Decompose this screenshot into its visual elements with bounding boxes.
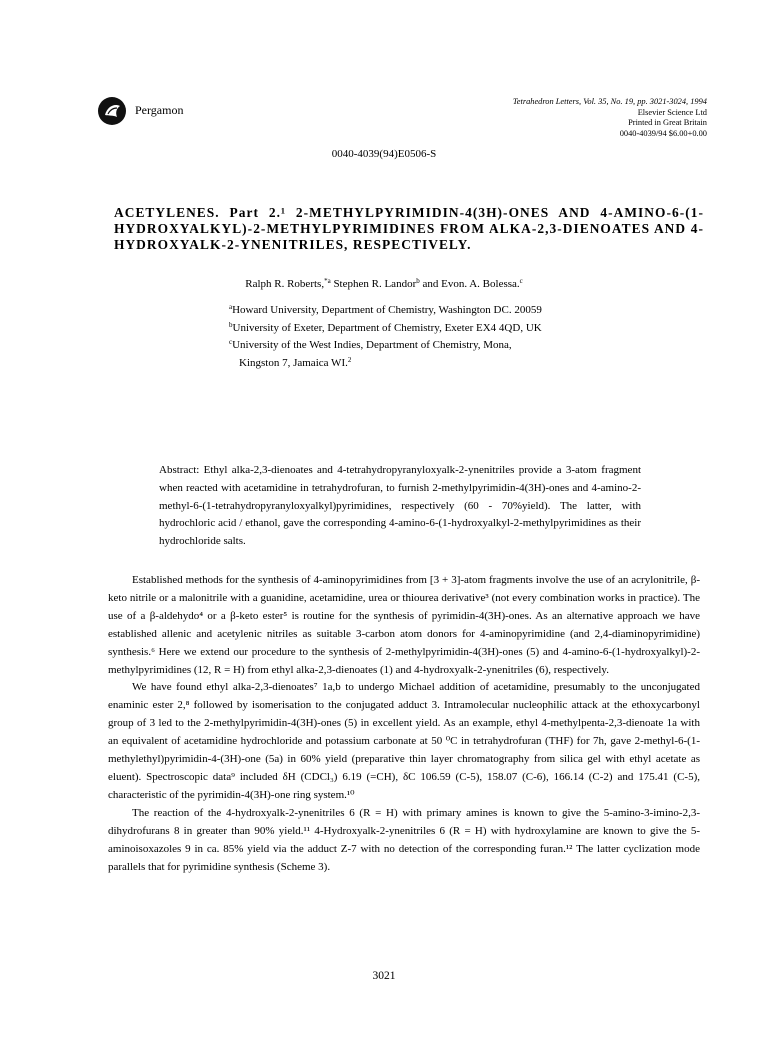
affiliation-c-line2 [229,355,542,373]
affiliation-b [229,320,542,338]
author-mark: b [416,277,420,285]
affiliation-c [229,337,542,355]
affiliation-text: Howard University, Department of Chemistry, Washington DC. 20059 [232,304,542,316]
page-number: 3021 [372,970,396,982]
paragraph: The reaction of the 4-hydroxyalk-2-ynenitriles 6 (R = H) with primary amines is known to give the 5-amino-3-imino-2,3-dihydrofurans 8 in greater than 90% yield.¹¹ 4-Hydroxyalk-2-ynenitriles 6 (R = H) with hydroxylamine are known to give the 5-aminoisoxazoles 9 in ca. 85% yield via the adduct Z-7 with no detection of the corresponding furan.¹² The latter cyclization mode parallels that for pyrimidine synthesis (Scheme 3). [108,806,700,873]
journal-citation [387,97,707,139]
pergamon-logo-icon [97,96,127,126]
doi-code: 0040-4039(94)E0506-S [331,148,437,160]
author-name: Stephen R. Landor [330,278,417,290]
paragraph: We have found ethyl alka-2,3-dienoates⁷ 1a,b to undergo Michael addition of acetamidine, presumably to the unconjugated enaminic ester 2,⁸ followed by isomerisation to the conjugated adduct 3. Intramolecular nucleophilic attack at the ethoxycarbonyl group of 3 led to the 2-methylpyrimidin-4(3H)-ones (5) in excellent yield. As an example, ethyl 4-methylpenta-2,3-dienoate 1a with an equivalent of acetamidine hydrochloride and potassium carbonate at 50 ⁰C in tetrahydrofuran (THF) for 7h, gave 2-methyl-6-(1-methylethyl)pyrimidin-4-(3H)-one (5a) in 60% yield (preparative thin layer chromatography from silica gel with ethyl acetate as eluent). Spectroscopic data⁹ included δH (CDCl₃) 6.19 (=CH), δC 106.59 (C-5), 158.07 (C-6), 166.14 (C-2) and 175.41 (C-5), characteristic of the pyrimidin-4(3H)-one ring system.¹⁰ [108,681,700,801]
affiliation-mark: c [229,338,233,346]
author-name: and Evon. A. Bolessa. [419,278,520,290]
author-mark: *a [324,277,331,285]
author-mark: c [519,277,523,285]
paper-title: ACETYLENES. Part 2.¹ 2-METHYLPYRIMIDIN-4(3H)-ONES AND 4-AMINO-6-(1-HYDROXYALKYL)-2-METHYLPYRIMIDINES FROM ALKA-2,3-DIENOATES AND 4-HYDROXYALK-2-YNENITRILES, RESPECTIVELY. [114,205,704,252]
body-text [108,572,700,876]
journal-line: Tetrahedron Letters, Vol. 35, No. 19, pp. 3021-3024, 1994 [512,97,707,106]
affiliation-text: Kingston 7, Jamaica WI. [239,356,348,369]
affiliation-a [229,302,542,320]
publisher-name: Pergamon [135,103,184,117]
paragraph: Established methods for the synthesis of 4-aminopyrimidines from [3 + 3]-atom fragments involve the use of an acrylonitrile, β-keto nitrile or a malonitrile with a guanidine, acetamidine, urea or thiourea derivative³ (not every combination works in practice). The use of a β-aldehydo⁴ or a β-keto ester⁵ is routine for the synthesis of pyrimidin-4(3H)-ones. As an alternative approach we have established allenic and acetylenic nitriles as suitable 3-carbon atom donors for 4-aminopyrimidine (and 2,4-diaminopyrimidine) synthesis.⁶ Here we extend our procedure to the synthesis of 2-methylpyrimidin-4(3H)-ones (5) and 4-amino-6-(1-hydroxyalkyl)-2-methylpyrimidines (12, R = H) from ethyl alka-2,3-dienoates (1) and 4-hydroxyalk-2-ynenitriles (6), respectively. [108,574,700,676]
abstract: Abstract: Ethyl alka-2,3-dienoates and 4-tetrahydropyranyloxyalk-2-ynenitriles provide a 3-atom fragment when reacted with acetamidine in tetrahydrofuran, to furnish 2-methylpyrimidin-4(3H)-ones and 4-amino-2-methyl-6-(1-tetrahydropyranyloxyalkyl)pyrimidines, respectively (60 - 70%yield). The latter, with hydrochloric acid / ethanol, gave the corresponding 4-amino-6-(1-hydroxyalkyl-2-methylpyrimidines as their hydrochloride salts. [159,464,641,548]
affiliation-mark: a [229,303,233,311]
affiliation-mark: b [229,320,233,329]
affiliations [229,302,542,372]
author-name: Ralph R. Roberts, [245,278,325,290]
journal-line: Elsevier Science Ltd [637,107,707,117]
author-list [0,278,768,290]
affiliation-text: University of the West Indies, Department of Chemistry, Mona, [232,339,512,351]
journal-line: 0040-4039/94 $6.00+0.00 [619,128,707,138]
journal-line: Printed in Great Britain [628,118,707,128]
affiliation-text: University of Exeter, Department of Chemistry, Exeter EX4 4QD, UK [232,321,542,334]
affiliation-note: 2 [347,355,352,364]
